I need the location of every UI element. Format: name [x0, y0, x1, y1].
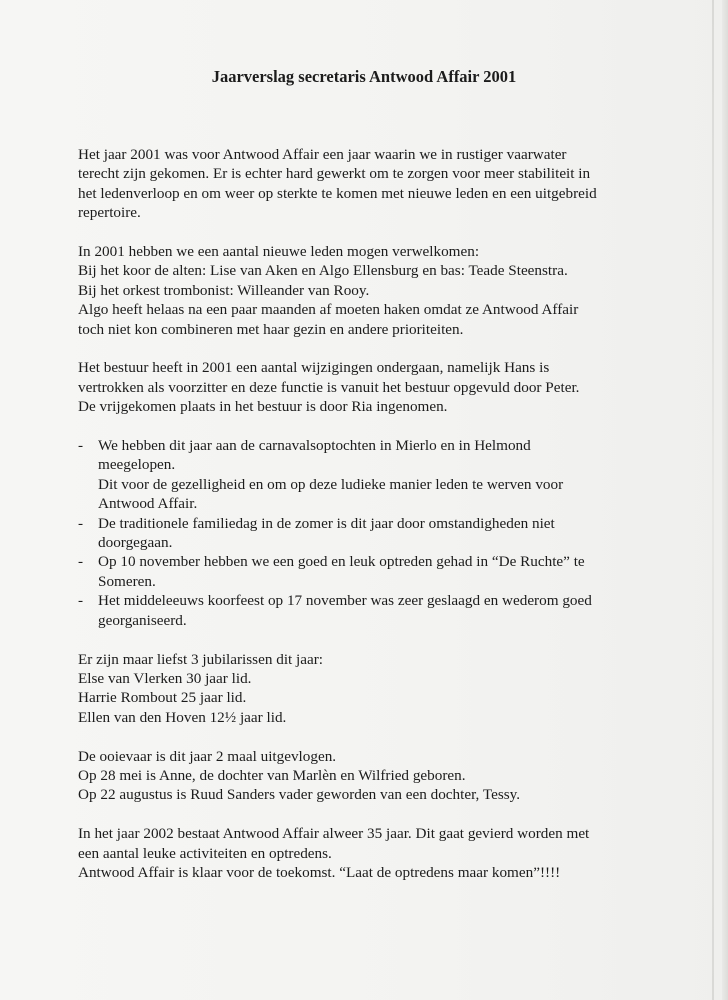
intro-line: het ledenverloop en om weer op sterkte te komen met nieuwe leden en een uitgebreid [78, 184, 597, 202]
new-members-paragraph [78, 242, 638, 339]
births-line: De ooievaar is dit jaar 2 maal uitgevlogen. [78, 747, 337, 765]
paper-fold [712, 0, 714, 1000]
closing-line: In het jaar 2002 bestaat Antwood Affair alweer 35 jaar. Dit gaat gevierd worden met [78, 825, 590, 843]
new-members-line: toch niet kon combineren met haar gezin en andere prioriteiten. [78, 320, 464, 338]
activities-list [78, 436, 638, 630]
jubilarians-line: Er zijn maar liefst 3 jubilarissen dit jaar: [78, 650, 324, 668]
list-item [78, 552, 638, 591]
document-body [78, 145, 638, 902]
bullet-line: Antwood Affair. [98, 495, 198, 513]
list-item [78, 436, 638, 514]
bullet-line: De traditionele familiedag in de zomer is dit jaar door omstandigheden niet [98, 514, 555, 532]
bullet-line: Op 10 november hebben we een goed en leuk optreden gehad in “De Ruchte” te [98, 553, 585, 571]
jubilarians-line: Ellen van den Hoven 12½ jaar lid. [78, 708, 287, 726]
bullet-dash: - [78, 553, 84, 571]
intro-line: Het jaar 2001 was voor Antwood Affair een jaar waarin we in rustiger vaarwater [78, 146, 567, 163]
jubilarians-paragraph [78, 650, 638, 728]
bullet-line: doorgegaan. [98, 534, 173, 552]
bullet-line: Someren. [98, 572, 156, 590]
new-members-line: Algo heeft helaas na een paar maanden af moeten haken omdat ze Antwood Affair [78, 301, 579, 319]
intro-line: terecht zijn gekomen. Er is echter hard gewerkt om te zorgen voor meer stabiliteit in [78, 165, 591, 183]
board-line: Het bestuur heeft in 2001 een aantal wijzigingen ondergaan, namelijk Hans is [78, 359, 550, 377]
intro-paragraph [78, 145, 638, 223]
jubilarians-line: Else van Vlerken 30 jaar lid. [78, 669, 252, 687]
list-item [78, 591, 638, 630]
list-item [78, 514, 638, 553]
bullet-line: meegelopen. [98, 456, 176, 474]
bullet-dash: - [78, 437, 84, 455]
closing-line: Antwood Affair is klaar voor de toekomst. “Laat de optredens maar komen”!!!! [78, 863, 561, 881]
closing-paragraph [78, 824, 638, 882]
new-members-line: In 2001 hebben we een aantal nieuwe leden mogen verwelkomen: [78, 243, 480, 261]
births-paragraph [78, 747, 638, 805]
bullet-line: georganiseerd. [98, 611, 187, 629]
new-members-line: Bij het koor de alten: Lise van Aken en Algo Ellensburg en bas: Teade Steenstra. [78, 262, 568, 280]
bullet-dash: - [78, 514, 84, 532]
paper-edge [722, 0, 728, 1000]
board-line: vertrokken als voorzitter en deze functie is vanuit het bestuur opgevuld door Peter. [78, 378, 580, 396]
board-paragraph [78, 358, 638, 416]
bullet-line: Het middeleeuws koorfeest op 17 november was zeer geslaagd en wederom goed [98, 592, 592, 610]
jubilarians-line: Harrie Rombout 25 jaar lid. [78, 689, 247, 707]
closing-line: een aantal leuke activiteiten en optredens. [78, 844, 332, 862]
document-title: Jaarverslag secretaris Antwood Affair 2001 [211, 67, 517, 86]
births-line: Op 22 augustus is Ruud Sanders vader geworden van een dochter, Tessy. [78, 786, 521, 804]
board-line: De vrijgekomen plaats in het bestuur is door Ria ingenomen. [78, 398, 448, 416]
new-members-line: Bij het orkest trombonist: Willeander van Rooy. [78, 281, 370, 299]
bullet-dash: - [78, 592, 84, 610]
bullet-line: Dit voor de gezelligheid en om op deze ludieke manier leden te werven voor [98, 475, 564, 493]
intro-line: repertoire. [78, 204, 141, 222]
births-line: Op 28 mei is Anne, de dochter van Marlèn en Wilfried geboren. [78, 766, 466, 784]
bullet-line: We hebben dit jaar aan de carnavalsoptochten in Mierlo en in Helmond [98, 437, 531, 455]
